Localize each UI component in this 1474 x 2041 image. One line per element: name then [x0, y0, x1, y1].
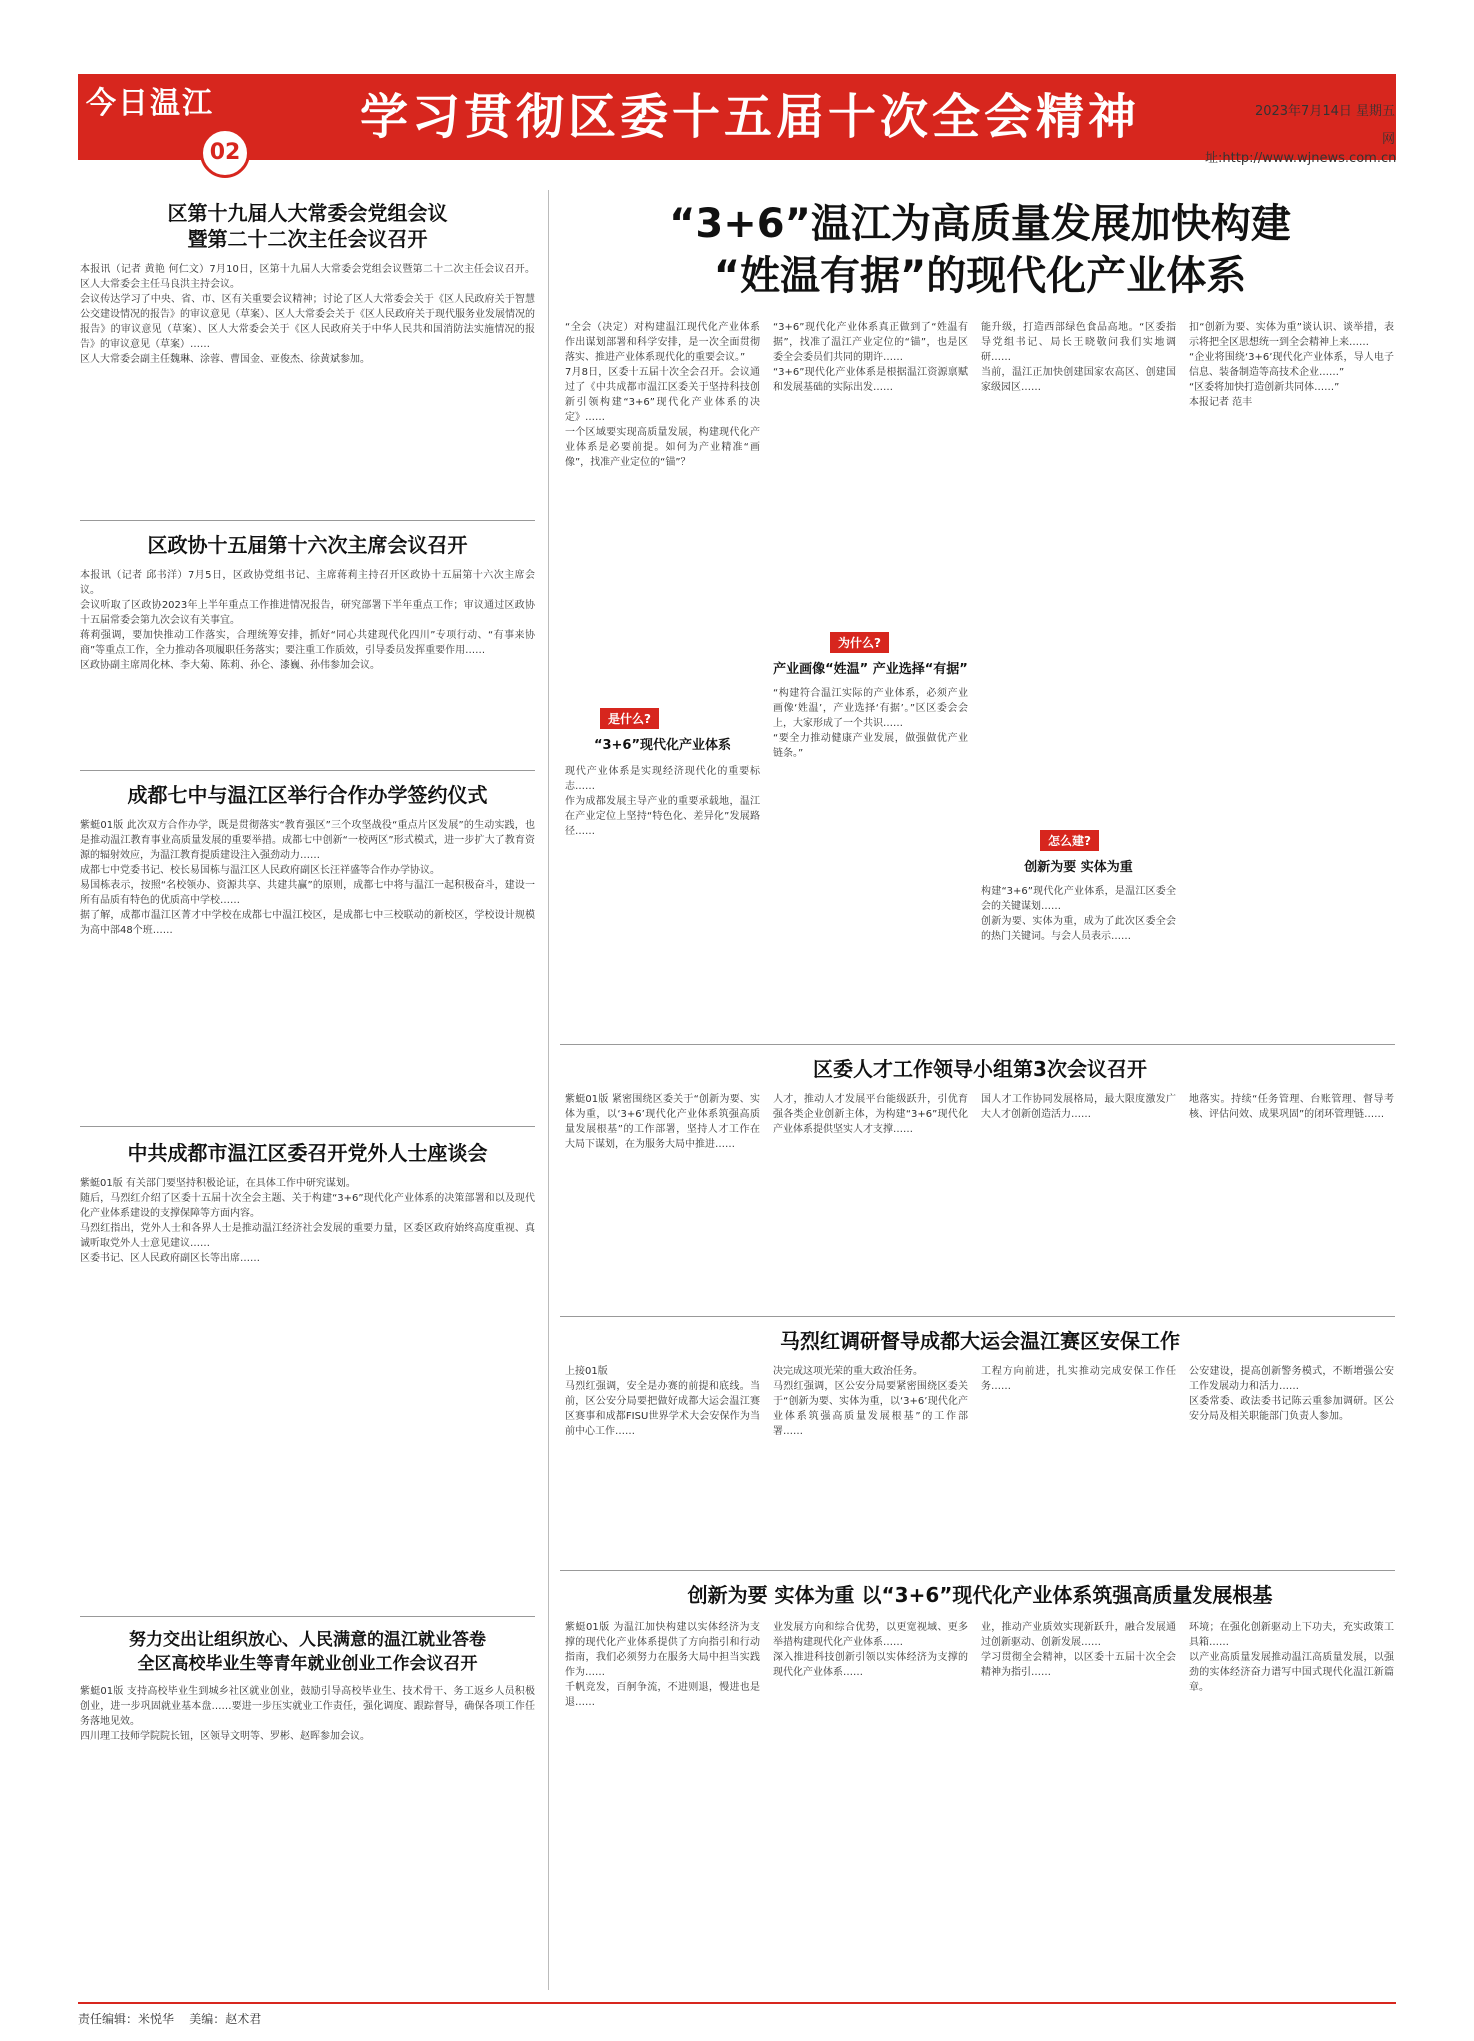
footer-rule — [78, 2002, 1396, 2004]
divider — [80, 520, 535, 521]
subhead-why: 产业画像“姓温” 产业选择“有据” — [773, 662, 968, 677]
divider — [560, 1316, 1395, 1317]
subhead-what: “3+6”现代化产业体系 — [593, 738, 732, 753]
issue-date: 2023年7月14日 星期五 — [1254, 104, 1395, 119]
commentary-col-1: 紫蜓01版 为温江加快构建以实体经济为支撑的现代化产业体系提供了方向指引和行动指南，我们必须努力在服务大局中担当实践作为…… 千帆竞发，百舸争流，不进则退，慢进也是退…… — [565, 1622, 760, 1708]
newspaper-brand: 今日温江 — [86, 86, 214, 121]
divider — [560, 1044, 1395, 1045]
feature-col-3: 能升级，打造西部绿色食品高地。“区委指导党组书记、局长王晓敬问我们实地调研…… 当前，温江正加快创建国家农高区、创建国家级园区…… — [981, 322, 1176, 393]
article-body-employment: 紫蜓01版 支持高校毕业生到城乡社区就业创业，鼓励引导高校毕业生、技术骨干、务工返乡人员积极创业，进一步巩固就业基本盘……要进一步压实就业工作责任，强化调度、跟踪督导，确保各项工作任务落地见效。 四川理工技师学院院长钮，区领导文明等、罗彬、赵晖参加会议。 — [80, 1686, 535, 1742]
divider — [80, 1616, 535, 1617]
designer-credit: 美编：赵术君 — [189, 2012, 262, 2026]
talent-col-4: 地落实。持续“任务管理、台账管理、督导考核、评估问效、成果巩固”的闭环管理链…… — [1189, 1094, 1394, 1120]
feature-col-4: 扣“创新为要、实体为重”谈认识、谈举措，表示将把全区思想统一到全会精神上来…… “企业将围绕‘3+6’现代化产业体系，导人电子信息、装备制造等高技术企业……” “区委将加快打造创新共同体……” 本报记者 范丰 — [1189, 322, 1394, 408]
footer-credits — [78, 2010, 261, 2027]
article-title-talent: 区委人才工作领导小组第3次会议召开 — [813, 1057, 1147, 1081]
commentary-col-3: 业，推动产业质效实现新跃升，融合发展通过创新驱动、创新发展…… 学习贯彻全会精神，以区委十五届十次全会精神为指引…… — [981, 1622, 1176, 1678]
column-divider — [548, 190, 549, 1990]
page-number: 02 — [200, 128, 250, 178]
security-col-2: 决完成这项光荣的重大政治任务。 马烈红强调，区公安分局要紧密围绕区委关于“创新为要、实体为重，以‘3+6’现代化产业体系筑强高质量发展根基”的工作部署…… — [773, 1366, 968, 1437]
security-col-3: 工程方向前进，扎实推动完成安保工作任务…… — [981, 1366, 1176, 1392]
talent-col-1: 紫蜓01版 紧密围绕区委关于“创新为要、实体为重，以‘3+6’现代化产业体系筑强高质量发展根基”的工作部署，坚持人才工作在大局下谋划，在为服务大局中推进…… — [565, 1094, 760, 1150]
website-link[interactable]: 网址:http://www.wjnews.com.cn — [1205, 132, 1397, 166]
article-title-employment: 努力交出让组织放心、人民满意的温江就业答卷 全区高校毕业生等青年就业创业工作会议召开 — [129, 1630, 486, 1674]
security-col-1: 上接01版 马烈红强调，安全是办赛的前提和底线。当前，区公安分局要把做好成都大运会温江赛区赛事和成都FISU世界学术大会安保作为当前中心工作…… — [565, 1366, 760, 1437]
commentary-col-4: 环境；在强化创新驱动上下功夫，充实政策工具箱…… 以产业高质量发展推动温江高质量发展，以强劲的实体经济奋力谱写中国式现代化温江新篇章。 — [1189, 1622, 1394, 1693]
talent-col-3: 国人才工作协同发展格局，最大限度激发广大人才创新创造活力…… — [981, 1094, 1176, 1120]
article-body-forum: 紫蜓01版 有关部门要坚持积极论证，在具体工作中研究谋划。 随后，马烈红介绍了区委十五届十次全会主题、关于构建“3+6”现代化产业体系的决策部署和以及现代化产业体系建设的支撑保障等方面内容。 马烈红指出，党外人士和各界人士是推动温江经济社会发展的重要力量，区委区政府始终高度重视、真诚听取党外人士意见建议…… 区委书记、区人民政府副区长等出席…… — [80, 1178, 535, 1264]
tag-how: 怎么建? — [1040, 830, 1099, 851]
subhead-how: 创新为要 实体为重 — [1024, 860, 1133, 875]
editor-credit: 责任编辑：米悦华 — [78, 2012, 175, 2026]
tag-what: 是什么? — [600, 708, 659, 729]
feature-col-2: “3+6”现代化产业体系真正做到了“姓温有据”，找准了温江产业定位的“锚”，也是区委全会委员们共同的期许…… “3+6”现代化产业体系是根据温江资源禀赋和发展基础的实际出发…… — [773, 322, 968, 393]
divider — [80, 1126, 535, 1127]
divider — [560, 1570, 1395, 1571]
security-col-4: 公安建设，提高创新警务模式，不断增强公安工作发展动力和活力…… 区委常委、政法委书记陈云重参加调研。区公安分局及相关职能部门负责人参加。 — [1189, 1366, 1394, 1422]
article-title-forum: 中共成都市温江区委召开党外人士座谈会 — [127, 1141, 488, 1165]
talent-col-2: 人才，推动人才发展平台能级跃升，引优育强各类企业创新主体，为构建“3+6”现代化产业体系提供坚实人才支撑…… — [773, 1094, 968, 1135]
article-title-npc: 区第十九届人大常委会党组会议 暨第二十二次主任会议召开 — [167, 201, 448, 251]
feature-col-1b: 现代产业体系是实现经济现代化的重要标志…… 作为成都发展主导产业的重要承载地，温江在产业定位上坚持“特色化、差异化”发展路径…… — [565, 766, 760, 837]
divider — [80, 770, 535, 771]
article-body-npc: 本报讯（记者 黄艳 何仁文）7月10日，区第十九届人大常委会党组会议暨第二十二次主任会议召开。区人大常委会主任马良洪主持会议。 会议传达学习了中央、省、市、区有关重要会议精神；讨论了区人大常委会关于《区人民政府关于智慧公交建设情况的报告》的审议意见（草案）、区人大常委会关于《区人民政府关于现代服务业发展情况的报告》的审议意见（草案）、区人大常委会关于《区人民政府关于中华人民共和国消防法实施情况的报告》的审议意见（草案）…… 区人大常委会副主任魏琳、涂蓉、曹国金、亚俊杰、徐黄斌参加。 — [80, 264, 535, 365]
article-title-security: 马烈红调研督导成都大运会温江赛区安保工作 — [780, 1329, 1180, 1353]
feature-col-2b: “构建符合温江实际的产业体系，必须产业画像‘姓温’，产业选择‘有据’。”区区委会会上，大家形成了一个共识…… “要全力推动健康产业发展，做强做优产业链条。” — [773, 688, 968, 759]
article-title-cppcc: 区政协十五届第十六次主席会议召开 — [147, 533, 468, 557]
article-body-cppcc: 本报讯（记者 邱书洋）7月5日，区政协党组书记、主席蒋莉主持召开区政协十五届第十六次主席会议。 会议听取了区政协2023年上半年重点工作推进情况报告，研究部署下半年重点工作；审议通过区政协十五届常委会第九次会议有关事宜。 蒋莉强调，要加快推动工作落实，合理统筹安排，抓好“同心共建现代化四川”专项行动、“有事来协商”等重点工作，全力推动各项履职任务落实；要注重工作质效，引导委员发挥重要作用…… 区政协副主席周化林、李大菊、陈莉、孙仑、漆巍、孙伟参加会议。 — [80, 570, 535, 671]
feature-col-1: “全会（决定）对构建温江现代化产业体系作出谋划部署和科学安排，是一次全面贯彻落实、推进产业体系现代化的重要会议。” 7月8日，区委十五届十次全会召开。会议通过了《中共成都市温江区委关于坚持科技创新引领构建“3+6”现代化产业体系的决定》…… 一个区域要实现高质量发展，构建现代化产业体系是必要前提。如何为产业精准“画像”，找准产业定位的“锚”？ — [565, 322, 760, 468]
section-banner: 学习贯彻区委十五届十次全会精神 — [359, 89, 1140, 145]
article-body-school: 紫蜓01版 此次双方合作办学，既是贯彻落实“教育强区”三个攻坚战役“重点片区发展”的生动实践，也是推动温江教育事业高质量发展的重要举措。成都七中创新“一校两区”形式模式，进一步扩大了教育资源的辐射效应，为温江教育提质建设注入强劲动力…… 成都七中党委书记、校长易国栋与温江区人民政府副区长汪祥盛等合作办学协议。 易国栋表示，按照“名校领办、资源共享、共建共赢”的原则，成都七中将与温江一起积极奋斗，建设一所有品质有特色的优质高中学校…… 据了解，成都市温江区菁才中学校在成都七中温江校区，是成都七中三校联动的新校区，学校设计规模为高中部48个班…… — [80, 820, 535, 936]
main-feature-title: “3+6”温江为高质量发展加快构建 “姓温有据”的现代化产业体系 — [669, 201, 1291, 299]
article-title-school: 成都七中与温江区举行合作办学签约仪式 — [127, 783, 488, 807]
tag-why: 为什么? — [830, 632, 889, 653]
commentary-col-2: 业发展方向和综合优势，以更宽视域、更多举措构建现代化产业体系…… 深入推进科技创新引领以实体经济为支撑的现代化产业体系…… — [773, 1622, 968, 1678]
article-title-commentary: 创新为要 实体为重 以“3+6”现代化产业体系筑强高质量发展根基 — [687, 1583, 1273, 1607]
feature-col-3b: 构建“3+6”现代化产业体系，是温江区委全会的关键谋划…… 创新为要、实体为重，成为了此次区委全会的热门关键词。与会人员表示…… — [981, 886, 1176, 942]
